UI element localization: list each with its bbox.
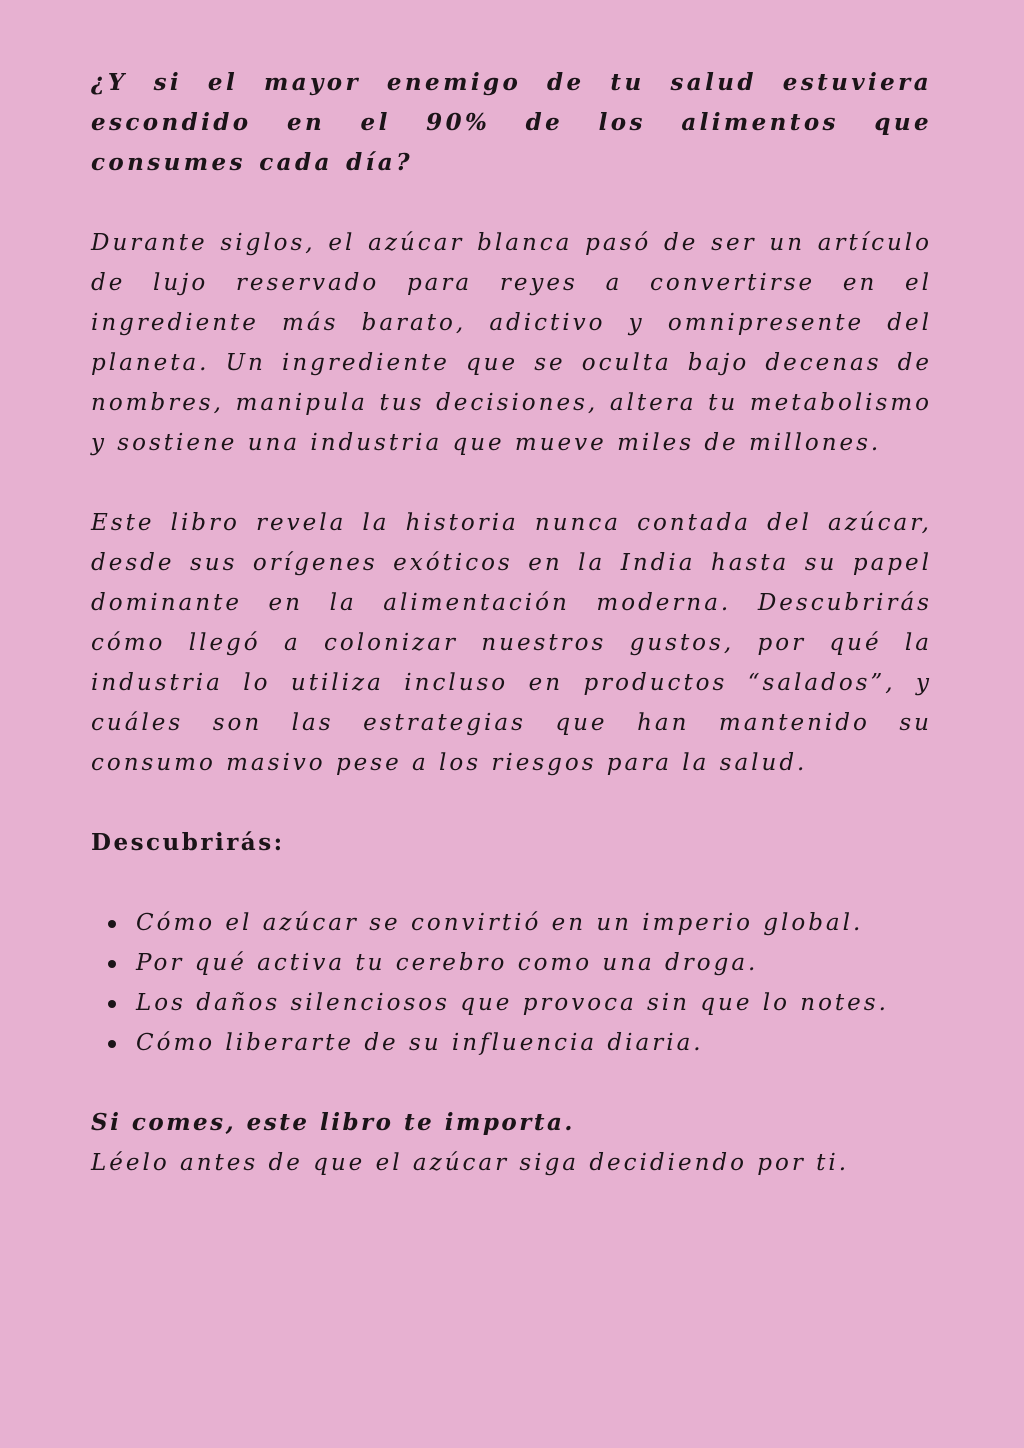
list-item (91, 903, 932, 943)
list-item-text: Por qué activa tu cerebro como una droga. (136, 950, 759, 976)
list-item (91, 1023, 932, 1063)
list-heading: Descubrirás: (91, 829, 285, 856)
list-item (91, 983, 932, 1023)
closing-call-to-action: Léelo antes de que el azúcar siga decidiendo por ti. (91, 1150, 850, 1176)
spacer (91, 1063, 932, 1103)
bullet-icon (108, 1000, 116, 1008)
hook-question: ¿Y si el mayor enemigo de tu salud estuviera escondido en el 90% de los alimentos que consumes cada día? (91, 69, 932, 176)
spacer (91, 463, 932, 503)
bullet-icon (108, 960, 116, 968)
closing-tagline: Si comes, este libro te importa. (91, 1109, 575, 1136)
spacer (91, 863, 932, 903)
bullet-icon (108, 1040, 116, 1048)
bullet-icon (108, 920, 116, 928)
list-item-text: Cómo liberarte de su influencia diaria. (136, 1030, 704, 1056)
paragraph-book-reveals: Este libro revela la historia nunca contada del azúcar, desde sus orígenes exóticos en la India hasta su papel dominante en la alimentación moderna. Descubrirás cómo llegó a colonizar nuestros gustos, por qué la industria lo utiliza incluso en productos “salados”, y cuáles son las estrategias que han mantenido su consumo masivo pese a los riesgos para la salud. (91, 510, 932, 776)
discoveries-list (91, 903, 932, 1063)
spacer (91, 183, 932, 223)
list-item (91, 943, 932, 983)
paragraph-history: Durante siglos, el azúcar blanca pasó de ser un artículo de lujo reservado para reyes a convertirse en el ingrediente más barato, adictivo y omnipresente del planeta. Un ingrediente que se oculta bajo decenas de nombres, manipula tus decisiones, altera tu metabolismo y sostiene una industria que mueve miles de millones. (91, 230, 932, 456)
list-item-text: Cómo el azúcar se convirtió en un imperio global. (136, 910, 864, 936)
book-description (91, 63, 932, 1183)
spacer (91, 783, 932, 823)
list-item-text: Los daños silenciosos que provoca sin que lo notes. (136, 990, 889, 1016)
